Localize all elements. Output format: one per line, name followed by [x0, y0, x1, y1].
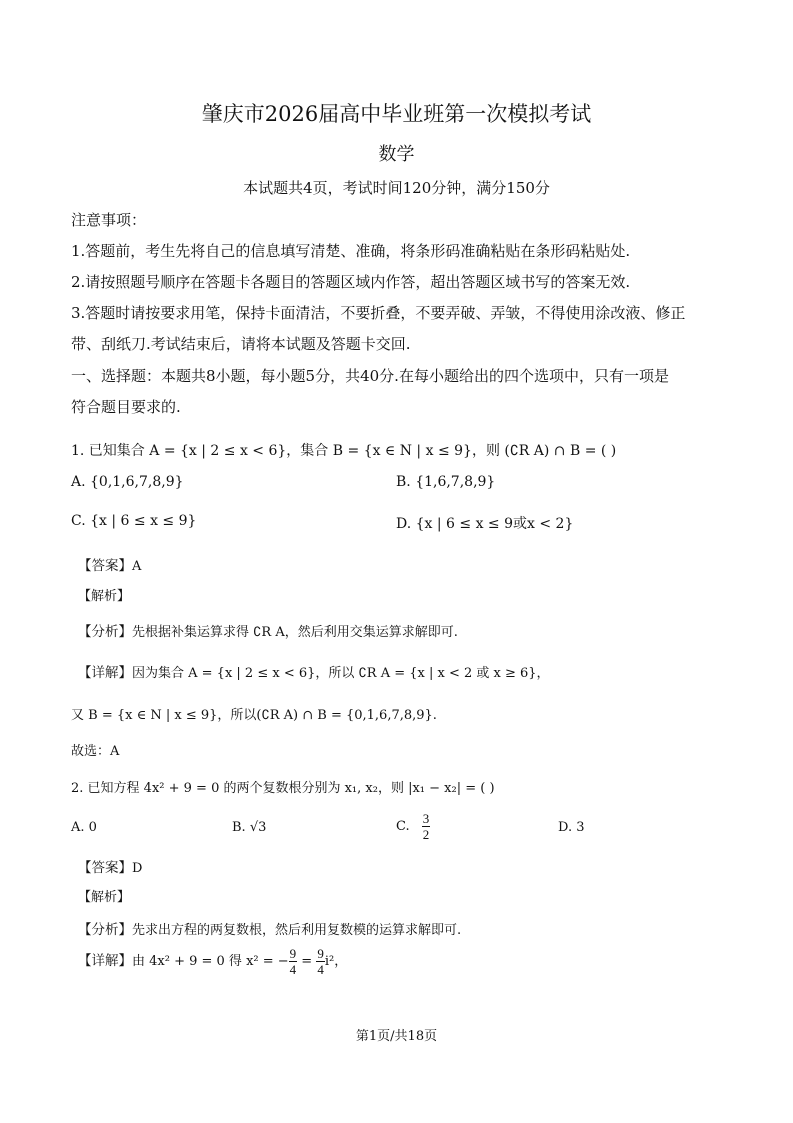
answer-tag: 【答案】 [78, 558, 132, 574]
detail-suffix: i²， [324, 954, 348, 969]
question-1-conclusion: 故选：A [71, 744, 120, 759]
detail-prefix: 由 4x² + 9 = 0 得 x² = − [132, 954, 289, 969]
detail-equals: = [297, 954, 317, 969]
question-2-option-a: A. 0 [71, 820, 97, 835]
question-2-stem: 2. 已知方程 4x² + 9 = 0 的两个复数根分别为 x₁, x₂，则 |x₁ − x₂| = ( ) [71, 781, 495, 796]
option-c-denominator: 2 [422, 827, 430, 842]
page-title: 肇庆市2026届高中毕业班第一次模拟考试 [201, 102, 592, 126]
answer-tag: 【答案】 [78, 860, 132, 876]
question-1-detail-2: 又 B = {x ∈ N | x ≤ 9}，所以(∁R A) ∩ B = {0,1,6,7,8,9}. [71, 708, 437, 723]
question-1-analysis-tag: 【解析】 [78, 589, 131, 604]
question-2-option-c [396, 812, 430, 841]
detail-text-1: 因为集合 A = {x | 2 ≤ x < 6}，所以 ∁R A = {x | x < 2 或 x ≥ 6}， [132, 666, 550, 681]
option-c-label: C. [396, 819, 410, 834]
question-1-stem: 1. 已知集合 A = {x | 2 ≤ x < 6}，集合 B = {x ∈ N | x ≤ 9}，则 (∁R A) ∩ B = ( ) [71, 443, 617, 459]
question-2-answer [78, 856, 142, 876]
note-item-3: 3.答题时请按要求用笔，保持卡面清洁，不要折叠，不要弄破、弄皱，不得使用涂改液、修正 [71, 304, 686, 322]
exam-info: 本试题共4页，考试时间120分钟，满分150分 [243, 179, 550, 197]
page-footer: 第1页/共18页 [355, 1029, 438, 1044]
question-1-detail [78, 661, 550, 681]
answer-value: A [132, 559, 142, 574]
fenxi-text: 先根据补集运算求得 ∁R A，然后利用交集运算求解即可. [132, 625, 458, 640]
question-1-option-c: C. {x | 6 ≤ x ≤ 9} [71, 513, 197, 529]
detail-tag: 【详解】 [78, 953, 132, 969]
fenxi-tag: 【分析】 [78, 624, 132, 640]
fraction-1 [289, 947, 298, 976]
note-item-3-cont: 带、刮纸刀.考试结束后，请将本试题及答题卡交回. [71, 335, 411, 353]
notes-heading: 注意事项： [71, 211, 147, 229]
fraction-1-numerator: 9 [289, 946, 297, 961]
answer-value: D [132, 861, 143, 876]
question-1-option-d: D. {x | 6 ≤ x ≤ 9或x < 2} [396, 516, 574, 532]
fraction-2-denominator: 4 [317, 962, 324, 977]
subject-title: 数学 [378, 144, 415, 165]
section-heading-line2: 符合题目要求的. [71, 398, 181, 416]
fraction-2 [316, 947, 325, 976]
question-2-option-b: B. √3 [232, 820, 267, 835]
question-2-detail [78, 947, 347, 976]
fenxi-tag: 【分析】 [78, 922, 132, 938]
question-1-option-a: A. {0,1,6,7,8,9} [71, 474, 184, 490]
note-item-1: 1.答题前，考生先将自己的信息填写清楚、准确，将条形码准确粘贴在条形码粘贴处. [71, 242, 631, 260]
question-2-analysis-tag: 【解析】 [78, 890, 131, 905]
note-item-2: 2.请按照题号顺序在答题卡各题目的答题区域内作答，超出答题区域书写的答案无效. [71, 273, 631, 291]
fenxi-text: 先求出方程的两复数根，然后利用复数模的运算求解即可. [132, 923, 462, 938]
question-1-option-b: B. {1,6,7,8,9} [396, 474, 496, 490]
fraction-1-denominator: 4 [289, 962, 297, 977]
question-2-fenxi [78, 918, 461, 938]
option-c-fraction [422, 812, 431, 841]
question-2-option-d: D. 3 [558, 820, 585, 835]
question-1-answer [78, 554, 141, 574]
option-c-numerator: 3 [422, 811, 430, 826]
detail-tag: 【详解】 [78, 665, 132, 681]
fraction-2-numerator: 9 [317, 946, 324, 961]
question-1-fenxi [78, 620, 458, 640]
section-heading-line1: 一、选择题：本题共8小题，每小题5分，共40分.在每小题给出的四个选项中，只有一项是 [71, 367, 669, 385]
